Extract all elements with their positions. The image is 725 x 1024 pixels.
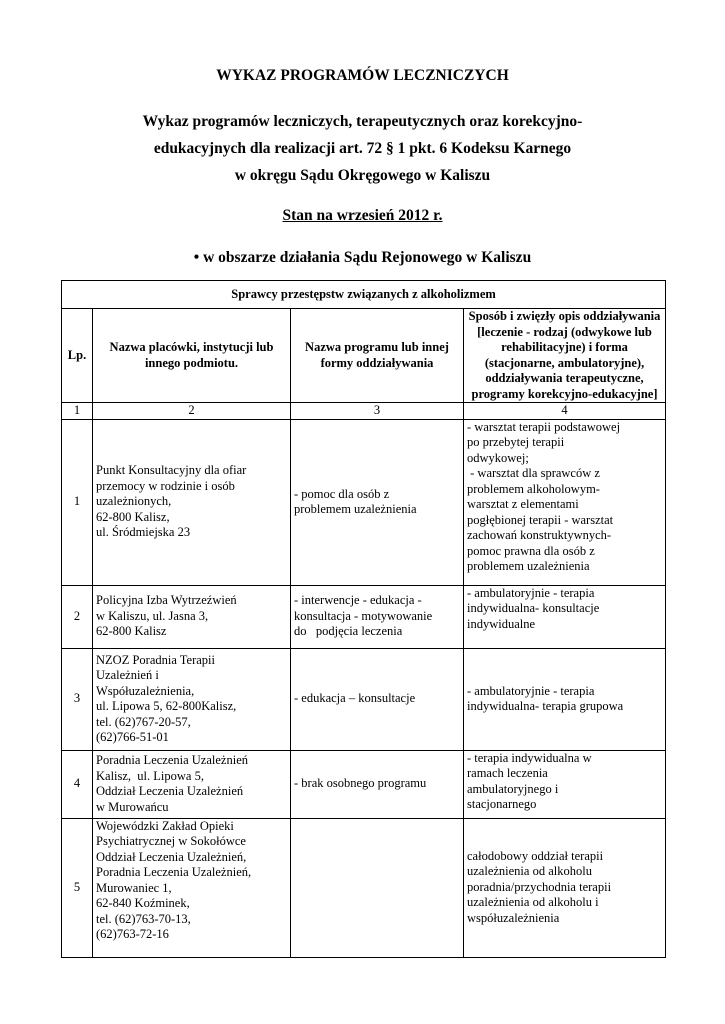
area-line: • w obszarze działania Sądu Rejonowego w Kaliszu	[193, 249, 532, 266]
description-cell-line: indywidualna- terapia grupowa	[467, 699, 624, 713]
institution-cell-line: (62)766-51-01	[96, 730, 169, 744]
description-cell-line: całodobowy oddział terapii	[467, 848, 604, 863]
date-line: Stan na wrzesień 2012 r.	[282, 207, 443, 224]
institution-cell-line: NZOZ Poradnia Terapii	[96, 652, 216, 667]
document-title: WYKAZ PROGRAMÓW LECZNICZYCH	[216, 67, 509, 84]
institution-cell-line: Policyjna Izba Wytrzeźwień	[96, 593, 237, 608]
table-caption: Sprawcy przestępstw związanych z alkoholizmem	[62, 281, 666, 309]
institution-cell-line: Uzależnień i	[96, 668, 159, 682]
description-cell-line: uzależnienia od alkoholu	[467, 864, 592, 879]
institution-cell-line: Kalisz, ul. Lipowa 5,	[96, 768, 204, 783]
institution-cell	[93, 818, 291, 957]
table-row	[62, 585, 666, 648]
description-cell-line: uzależnienia od alkoholu i	[467, 895, 599, 910]
table-header-row	[62, 309, 666, 403]
institution-cell	[93, 750, 291, 818]
description-cell-line: zachowań konstruktywnych-	[467, 528, 612, 542]
table-row	[62, 750, 666, 818]
institution-cell-line: uzależnionych,	[96, 494, 172, 509]
institution-cell-line: Punkt Konsultacyjny dla ofiar	[96, 463, 247, 478]
program-cell	[291, 585, 464, 648]
program-cell-line: problemem uzależnienia	[294, 502, 417, 516]
institution-cell-line: 62-800 Kalisz	[96, 624, 167, 639]
column-header-lp: Lp.	[62, 309, 93, 403]
description-cell	[464, 648, 666, 750]
institution-cell-line: ul. Śródmiejska 23	[96, 525, 191, 540]
subtitle-line: Wykaz programów leczniczych, terapeutycznych oraz korekcyjno-	[142, 113, 583, 130]
column-header-program: Nazwa programu lub innej formy oddziaływania	[291, 309, 464, 403]
description-cell	[464, 818, 666, 957]
program-cell-line: - edukacja – konsultacje	[294, 691, 416, 706]
column-number: 4	[464, 403, 666, 420]
description-cell-line: odwykowej;	[467, 450, 529, 465]
institution-cell-line: 62-800 Kalisz,	[96, 509, 170, 524]
institution-cell-line: Poradnia Leczenia Uzależnień	[96, 753, 248, 767]
institution-cell-line: tel. (62)763-70-13,	[96, 911, 191, 926]
table-body	[62, 419, 666, 957]
row-number: 4	[62, 750, 93, 818]
description-cell-line: indywidualna- konsultacje	[467, 601, 600, 615]
program-cell-line: - brak osobnego programu	[294, 776, 427, 791]
description-cell-line: warsztat z elementami	[467, 497, 579, 511]
institution-cell-line: tel. (62)767-20-57,	[96, 714, 191, 729]
description-cell-line: - warsztat terapii podstawowej	[467, 419, 621, 434]
description-cell-line: indywidualne	[467, 616, 536, 631]
program-cell	[291, 818, 464, 957]
program-cell-line: - interwencje - edukacja -	[294, 593, 422, 608]
institution-cell-line: w Murowańcu	[96, 799, 169, 814]
description-cell	[464, 419, 666, 585]
column-header-institution: Nazwa placówki, instytucji lub innego podmiotu.	[93, 309, 291, 403]
description-cell-line: poradnia/przychodnia terapii	[467, 879, 612, 894]
programs-table	[61, 280, 666, 958]
table-caption-row	[62, 281, 666, 309]
table-row	[62, 818, 666, 957]
table-row	[62, 419, 666, 585]
program-cell-line: - pomoc dla osób z	[294, 486, 390, 501]
institution-cell-line: (62)763-72-16	[96, 927, 169, 941]
row-number: 3	[62, 648, 93, 750]
description-cell-line: ramach leczenia	[467, 766, 548, 780]
program-cell	[291, 419, 464, 585]
program-cell	[291, 648, 464, 750]
description-cell-line: - terapia indywidualna w	[467, 750, 592, 765]
institution-cell-line: 62-840 Koźminek,	[96, 896, 190, 910]
institution-cell-line: ul. Lipowa 5, 62-800Kalisz,	[96, 699, 237, 713]
description-cell-line: pogłębionej terapii - warsztat	[467, 512, 614, 527]
program-cell-line: konsultacja - motywowanie	[294, 608, 433, 623]
description-cell-line: - ambulatoryjnie - terapia	[467, 683, 595, 698]
program-cell-line: do podjęcia leczenia	[294, 624, 403, 639]
description-cell-line: - ambulatoryjnie - terapia	[467, 585, 595, 600]
description-cell	[464, 585, 666, 648]
column-number-row	[62, 403, 666, 420]
description-cell-line: po przebytej terapii	[467, 435, 565, 449]
institution-cell-line: Poradnia Leczenia Uzależnień,	[96, 865, 252, 879]
subtitle-line: edukacyjnych dla realizacji art. 72 § 1 pkt. 6 Kodeksu Karnego	[153, 140, 572, 157]
institution-cell-line: Psychiatrycznej w Sokołówce	[96, 834, 246, 848]
description-cell-line: ambulatoryjnego i	[467, 781, 559, 796]
row-number: 2	[62, 585, 93, 648]
institution-cell-line: Oddział Leczenia Uzależnień	[96, 784, 244, 798]
institution-cell-line: Murowaniec 1,	[96, 880, 172, 895]
description-cell-line: współuzależnienia	[467, 910, 560, 925]
description-cell	[464, 750, 666, 818]
column-header-description: Sposób i zwięzły opis oddziaływania [leczenie - rodzaj (odwykowe lub rehabilitacyjne) i forma (stacjonarne, ambulatoryjne), oddziaływania terapeutyczne, programy korekcyjno-edukacyjne]	[464, 309, 666, 403]
document-subtitle	[100, 108, 625, 189]
column-number: 3	[291, 403, 464, 420]
row-number: 1	[62, 419, 93, 585]
institution-cell-line: przemocy w rodzinie i osób	[96, 478, 235, 493]
institution-cell	[93, 585, 291, 648]
description-cell-line: problemem uzależnienia	[467, 559, 590, 573]
description-cell-line: stacjonarnego	[467, 797, 537, 811]
institution-cell-line: w Kaliszu, ul. Jasna 3,	[96, 608, 209, 623]
institution-cell-line: Oddział Leczenia Uzależnień,	[96, 849, 247, 864]
institution-cell	[93, 648, 291, 750]
description-cell-line: problemem alkoholowym-	[467, 481, 600, 496]
institution-cell-line: Wojewódzki Zakład Opieki	[96, 818, 234, 833]
description-cell-line: - warsztat dla sprawców z	[467, 466, 600, 480]
institution-cell-line: Współuzależnienia,	[96, 683, 195, 698]
row-number: 5	[62, 818, 93, 957]
table-row	[62, 648, 666, 750]
column-number: 1	[62, 403, 93, 420]
description-cell-line: pomoc prawna dla osób z	[467, 543, 595, 558]
column-number: 2	[93, 403, 291, 420]
subtitle-line: w okręgu Sądu Okręgowego w Kaliszu	[234, 167, 491, 184]
institution-cell	[93, 419, 291, 585]
program-cell	[291, 750, 464, 818]
